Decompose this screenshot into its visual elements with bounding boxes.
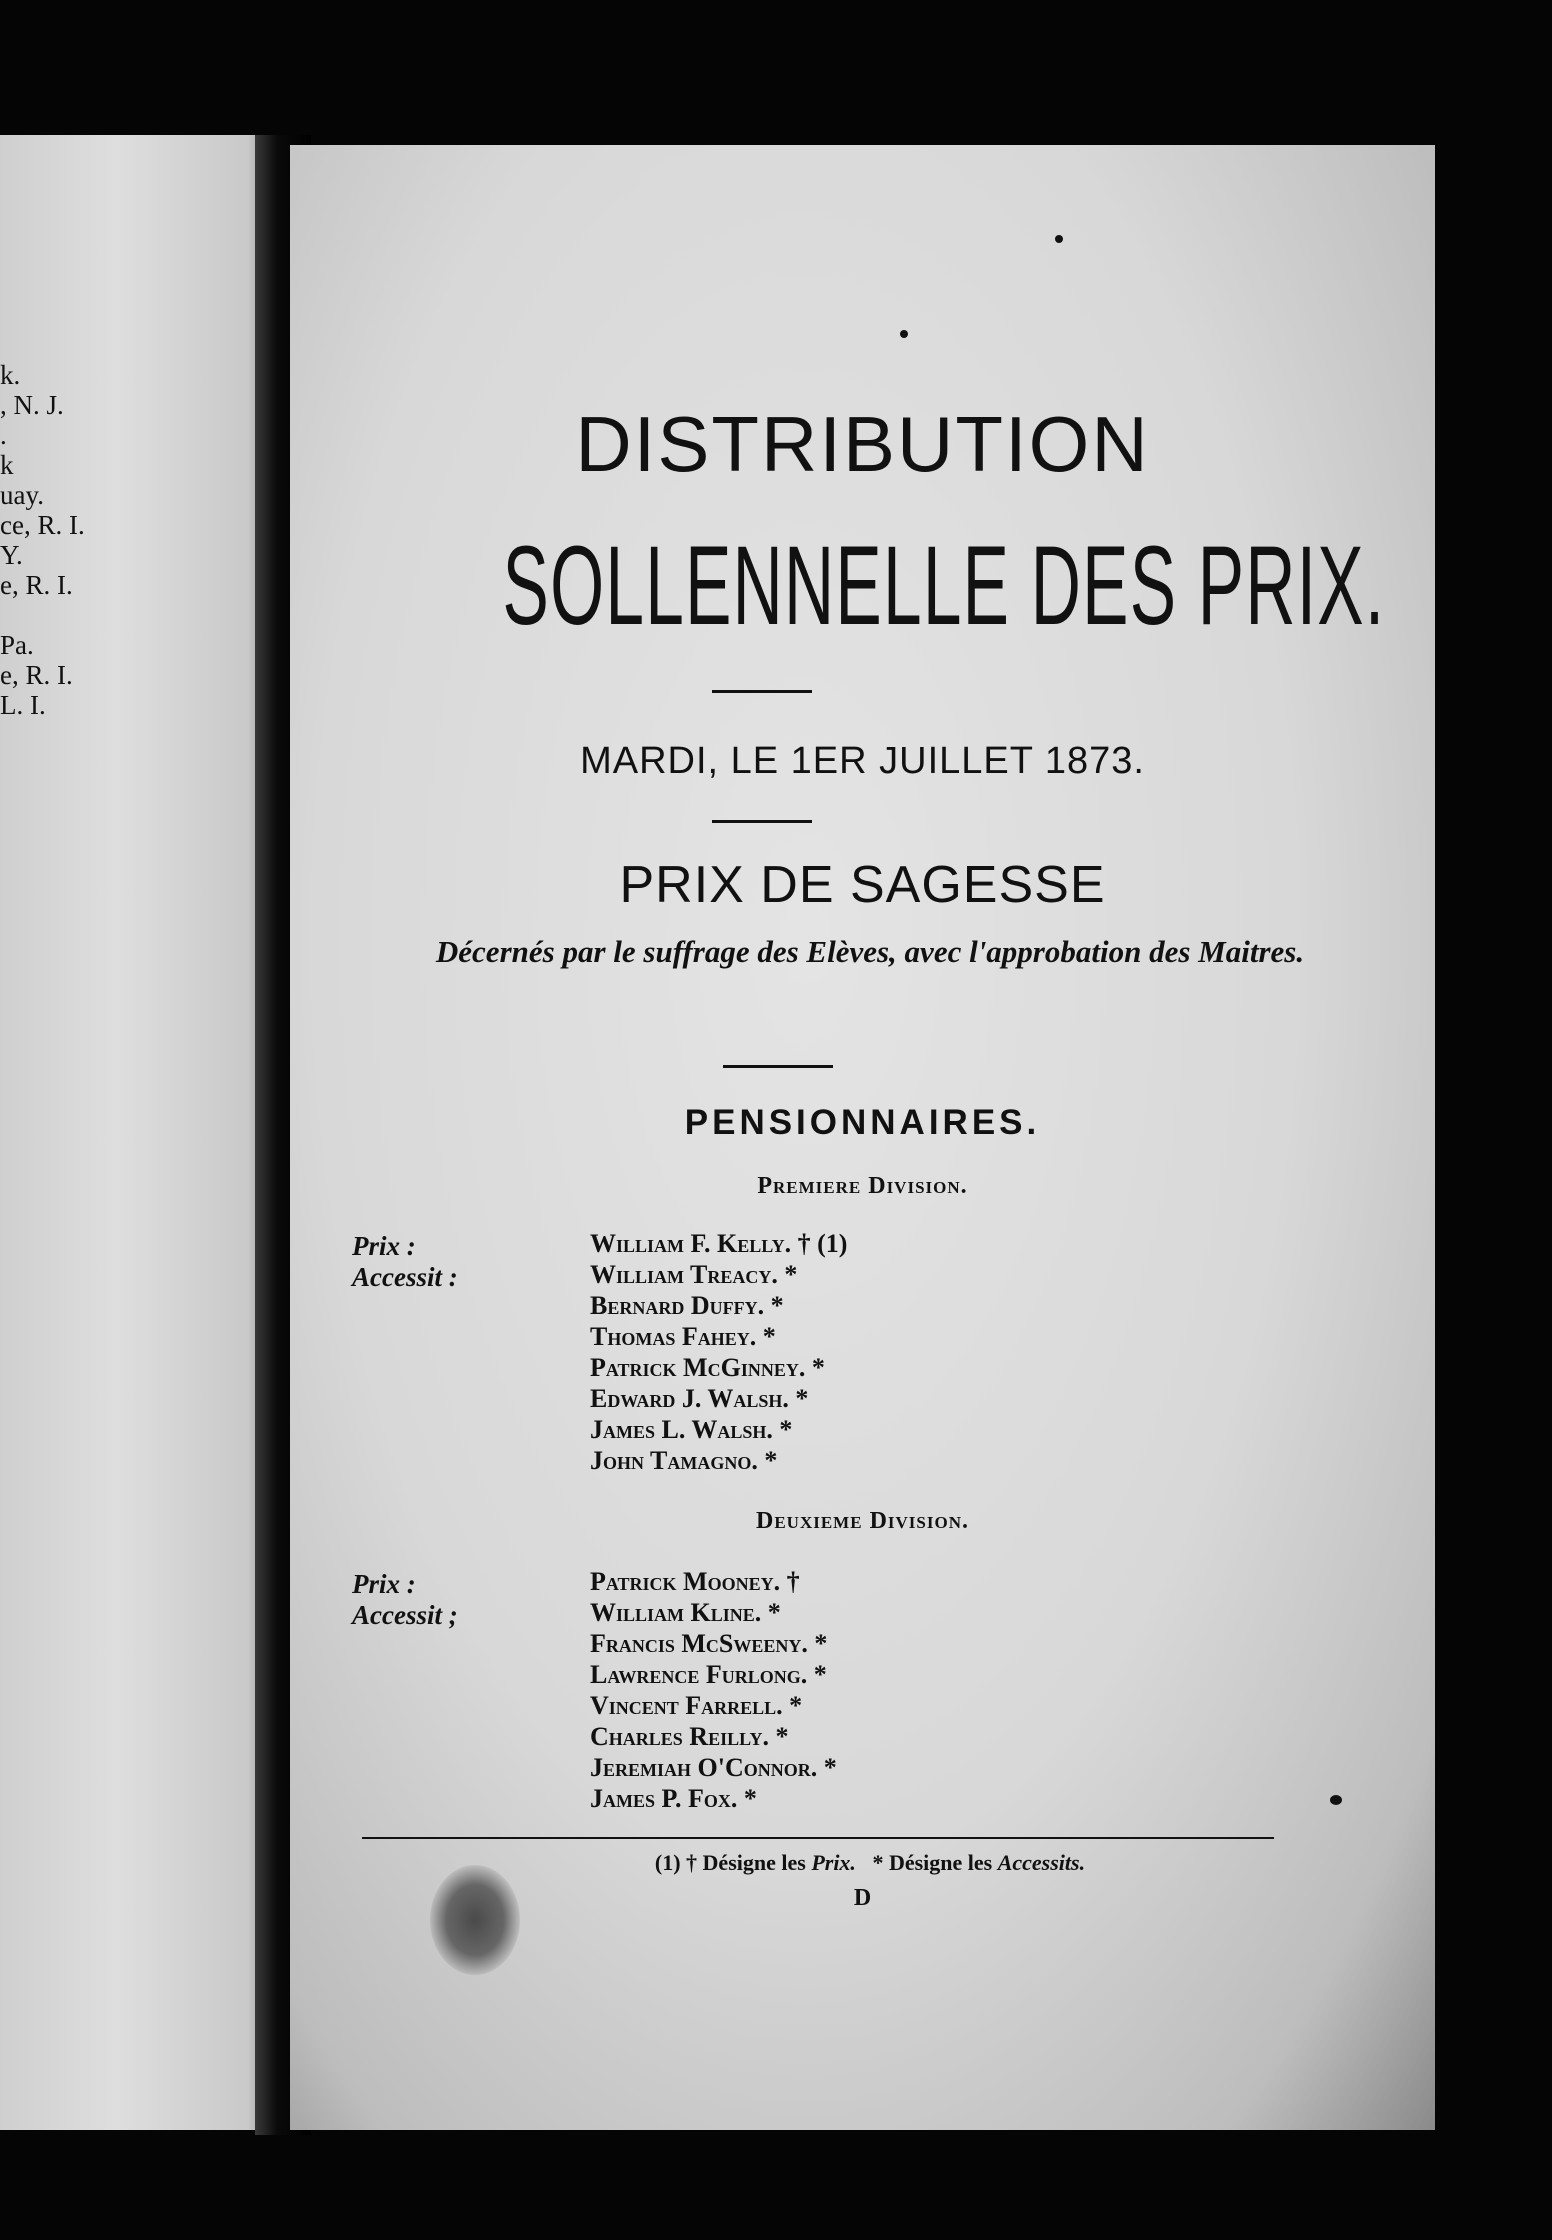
footnote-accessit-word: Accessits.	[997, 1850, 1086, 1875]
previous-page-line: L. I.	[0, 690, 46, 720]
previous-page-line: , N. J.	[0, 390, 64, 420]
list-item: Patrick Mooney. †	[590, 1567, 800, 1596]
list-item: John Tamagno. *	[590, 1446, 778, 1475]
list-item: William Treacy. *	[590, 1260, 798, 1289]
prix-label: Prix :	[352, 1569, 416, 1599]
footnote-rule	[362, 1837, 1274, 1839]
previous-page-line: e, R. I.	[0, 660, 73, 690]
previous-page-line	[0, 600, 85, 630]
section-heading: PENSIONNAIRES.	[684, 1103, 1041, 1142]
footnote-prix-word: Prix.	[811, 1850, 856, 1875]
list-item: Edward J. Walsh. *	[590, 1384, 809, 1413]
ink-speck	[900, 330, 908, 338]
list-item: James P. Fox. *	[590, 1784, 757, 1813]
divider	[723, 1065, 833, 1068]
list-item: Vincent Farrell. *	[590, 1691, 803, 1720]
ink-blot	[430, 1865, 520, 1975]
ink-speck	[1330, 1795, 1342, 1805]
previous-page-line: k.	[0, 360, 21, 390]
ink-speck	[1055, 235, 1063, 243]
page-title: DISTRIBUTION	[575, 400, 1150, 488]
accessit-label: Accessit :	[352, 1262, 458, 1292]
footnote-prix-text: † Désigne les	[686, 1850, 806, 1875]
list-item: Francis McSweeny. *	[590, 1629, 828, 1658]
footnote-accessit-text: * Désigne les	[872, 1850, 993, 1875]
list-item: Jeremiah O'Connor. *	[590, 1753, 837, 1782]
accessit-label: Accessit ;	[352, 1600, 458, 1630]
division-heading: Deuxieme Division.	[756, 1508, 969, 1534]
previous-page-line: .	[0, 420, 7, 450]
name-list	[590, 1566, 837, 1814]
list-item: William Kline. *	[590, 1598, 781, 1627]
prize-description: Décernés par le suffrage des Elèves, avec l'approbation des Maitres.	[435, 934, 1305, 969]
previous-page-line: e, R. I.	[0, 570, 73, 600]
division-heading: Premiere Division.	[757, 1173, 968, 1199]
footnote	[350, 1850, 1390, 1876]
list-item: Lawrence Furlong. *	[590, 1660, 827, 1689]
divider	[712, 820, 812, 823]
prix-label: Prix :	[352, 1231, 416, 1261]
document-page	[290, 145, 1435, 2130]
previous-page-line: ce, R. I.	[0, 510, 85, 540]
list-item: James L. Walsh. *	[590, 1415, 793, 1444]
event-date: MARDI, LE 1ER JUILLET 1873.	[580, 740, 1145, 782]
footnote-marker: (1)	[654, 1850, 681, 1875]
previous-page	[0, 135, 292, 2130]
previous-page-line: uay.	[0, 480, 44, 510]
list-item: Charles Reilly. *	[590, 1722, 789, 1751]
previous-page-line: k	[0, 450, 14, 480]
previous-page-line: Y.	[0, 540, 23, 570]
list-item: Bernard Duffy. *	[590, 1291, 784, 1320]
list-item: Patrick McGinney. *	[590, 1353, 825, 1382]
prize-heading: PRIX DE SAGESSE	[619, 856, 1106, 914]
previous-page-lines	[0, 360, 85, 720]
list-item: William F. Kelly. † (1)	[590, 1229, 848, 1258]
page-subtitle: SOLLENNELLE DES PRIX.	[502, 523, 1386, 648]
signature-mark: D	[853, 1885, 872, 1911]
previous-page-line: Pa.	[0, 630, 34, 660]
list-item: Thomas Fahey. *	[590, 1322, 776, 1351]
name-list	[590, 1228, 847, 1476]
divider	[712, 690, 812, 693]
